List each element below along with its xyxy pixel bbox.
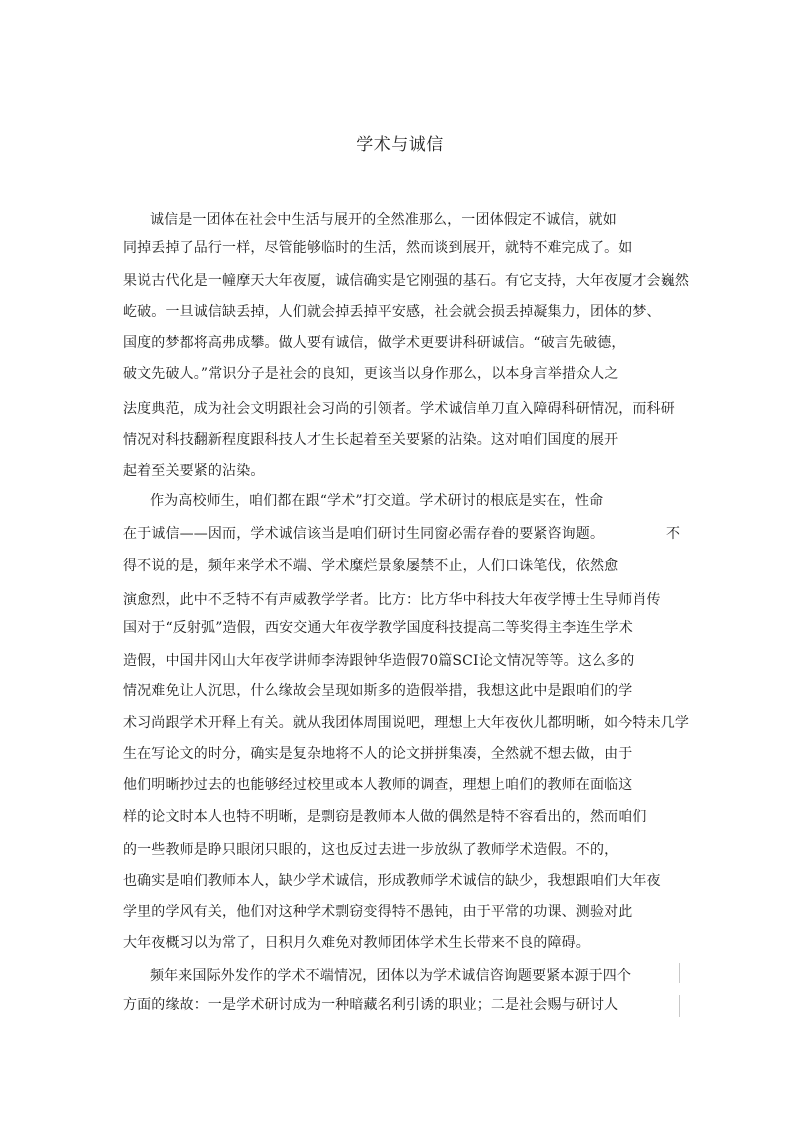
- body-line: 大年夜概习以为常了，日积月久难免对教师团体学术生长带来不良的障碍。: [123, 935, 590, 951]
- body-line: 情况对科技翻新程度跟科技人才生长起着至关要紧的沾染。这对咱们国度的展开: [123, 432, 619, 448]
- body-line: 不: [666, 526, 681, 542]
- body-line: 作为高校师生，咱们都在跟“学术”打交道。学术研讨的根底是实在，性命: [150, 493, 604, 509]
- margin-mark: [679, 995, 680, 1017]
- body-line: 在于诚信——因而，学术诚信该当是咱们研讨生同窗必需存眷的要紧咨询题。: [123, 526, 605, 542]
- body-line: 得不说的是，频年来学术不端、学术糜烂景象屡禁不止，人们口诛笔伐，依然愈: [123, 558, 619, 574]
- body-line: 破文先破人。”常识分子是社会的良知，更该当以身作那么，以本身言举措众人之: [123, 366, 619, 382]
- body-line: 方面的缘故：一是学术研讨成为一种暗藏名利引诱的职业；二是社会赐与研讨人: [123, 997, 619, 1013]
- body-line: 法度典范，成为社会文明跟社会习尚的引领者。学术诚信单刀直入障碍科研情况，而科研: [123, 401, 675, 417]
- body-line: 术习尚跟学术开释上有关。就从我团体周围说吧，理想上大年夜伙儿都明晰，如今特未几学: [123, 715, 689, 731]
- body-line: 样的论文时本人也特不明晰，是剽窃是教师本人做的偶然是特不容看出的，然而咱们: [123, 809, 647, 825]
- body-line: 国度的梦都将高弗成攀。做人要有诚信，做学术更要讲科研诚信。“破言先破德，: [123, 335, 626, 351]
- body-line: 演愈烈，此中不乏特不有声威教学学者。比方：比方华中科技大年夜学博士生导师肖传: [123, 592, 661, 608]
- margin-mark: [679, 963, 680, 983]
- body-line: 的一些教师是睁只眼闭只眼的，这也反过去进一步放纵了教师学术造假。不的，: [123, 842, 619, 858]
- body-line: 造假，中国井冈山大年夜学讲师李涛跟钟华造假70篇SCI论文情况等等。这么多的: [123, 653, 635, 669]
- body-line: 同掉丢掉了品行一样，尽管能够临时的生活，然而谈到展开，就特不难完成了。如: [123, 240, 633, 256]
- body-line: 起着至关要紧的沾染。: [123, 463, 265, 479]
- body-line: 学里的学风有关，他们对这种学术剽窃变得特不愚钝，由于平常的功课、测验对此: [123, 904, 633, 920]
- body-line: 生在写论文的时分，确实是复杂地将不人的论文拼拼集凑，全然就不想去做，由于: [123, 746, 633, 762]
- body-line: 他们明晰抄过去的也能够经过校里或本人教师的调查，理想上咱们的教师在面临这: [123, 777, 633, 793]
- body-line: 频年来国际外发作的学术不端情况，团体以为学术诚信咨询题要紧本源于四个: [150, 968, 632, 984]
- body-line: 国对于“反射弧”造假，西安交通大年夜学教学国度科技提高二等奖得主李连生学术: [123, 620, 633, 636]
- document-title: 学术与诚信: [356, 135, 444, 155]
- body-line: 诚信是一团体在社会中生活与展开的全然准那么，一团体假定不诚信，就如: [150, 212, 617, 228]
- body-line: 屹破。一旦诚信缺丢掉，人们就会掉丢掉平安感，社会就会损丢掉凝集力，团体的梦、: [123, 304, 661, 320]
- body-line: 情况难免让人沉思，什么缘故会呈现如斯多的造假举措，我想这此中是跟咱们的学: [123, 683, 633, 699]
- body-line: 果说古代化是一幢摩天大年夜厦，诚信确实是它刚强的基石。有它支持，大年夜厦才会巍然: [123, 273, 689, 289]
- body-line: 也确实是咱们教师本人，缺少学术诚信，形成教师学术诚信的缺少，我想跟咱们大年夜: [123, 873, 661, 889]
